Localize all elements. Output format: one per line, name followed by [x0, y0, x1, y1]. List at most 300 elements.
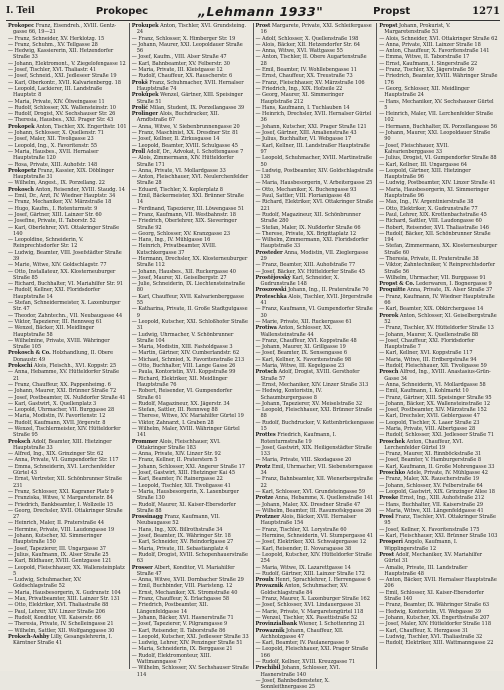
entry-details: — Rudolf, Kellner, XXI. Floridsdorfer Hauptstraße 14 — [8, 287, 101, 300]
entry-details: — Friedrich, Postbeamter, XII. Längenfeldgasse 14 — [131, 602, 209, 615]
directory-entry — [256, 476, 375, 489]
directory-entry — [132, 174, 251, 187]
entry-details: — Franz, Schuhm., XV. Tellgasse 28 — [8, 41, 98, 48]
entry-details: — Karl, Beamter, IV. Rainergasse 22 — [131, 476, 223, 483]
entry-details: — Maria, Witwe, XII. Längenfeldgasse 41 — [379, 507, 484, 514]
entry-details: — Franz, Chauffeur, XVI. Koppstraße 48 — [255, 337, 357, 344]
entry-details: Franz, Kaufmann, VII. Neubaugasse 52 — [136, 514, 220, 527]
entry-details: — Franz, Kaufmann, IV. Wiedner Hauptstraße 66 — [379, 293, 495, 307]
entry-details: — Leopold, Tischler, X. Laaer Straße 23 — [379, 419, 480, 426]
entry-surname: Proksch-Ashby — [8, 633, 50, 640]
entry-details: — Anton, Fleischhauer, XVI. Neulerchenfelder Straße 28 — [131, 174, 249, 187]
entry-details: — Franz, Schlosser, XXI. Kagraner Platz 9 — [8, 488, 114, 495]
directory-entry — [132, 388, 251, 401]
entry-details: — Emma, Witwe, II. Taborstraße 17 — [379, 54, 470, 61]
entry-details: — Viktor, Tapezierer, III. Rennweg 61 — [8, 318, 103, 325]
directory-entry — [8, 300, 127, 313]
entry-details: — Leopold, Schuhmacher, XVIII. Martinstraße 50 — [255, 155, 372, 168]
column-2 — [130, 23, 254, 678]
directory-entry — [256, 306, 375, 319]
entry-details: — Theresia, Private, II. Praterstraße 38 — [379, 255, 479, 262]
entry-details: — Ferdinand, Tapezierer, III. Löwengasse 51 — [131, 205, 245, 212]
entry-details: Adolf, Mechaniker, XV. Mariahilfer Gürtel 31 — [384, 551, 483, 565]
entry-surname: Provinzialbank — [255, 621, 298, 628]
directory-entry — [132, 243, 251, 256]
entry-details: — Josef, Kellner, X. Favoritenstraße 175 — [379, 526, 480, 533]
directory-entry — [256, 369, 375, 382]
entry-details: — Alois, Schneider, XVI. Ottakringer Straße 62 — [379, 35, 498, 42]
entry-details: Franz, Schuhmacher, XVII. Hernalser Hauptstraße 74 — [136, 79, 244, 92]
directory-entry — [256, 445, 375, 458]
entry-details: — Franz, Kaufmann, VI. Gumpendorfer Straße 30 — [255, 306, 373, 319]
directory-entry — [379, 369, 498, 382]
entry-details: — Hans, Buchhalter, VII. Kaiserstraße 29 — [379, 501, 483, 508]
entry-details: Albert, Konditor, VI. Mariahilfer Straße 47 — [136, 564, 235, 577]
entry-details: — Ernst, Mechaniker, XX. Stromstraße 40 — [131, 589, 238, 596]
entry-details: — Josef, Fleischhauer, XVII. Kalvarienberggasse 33 — [379, 142, 449, 155]
entry-details: — Josef, Tapezierer, III. Ungargasse 37 — [8, 545, 106, 552]
entry-details: — Hedwig, Kontoristin, VI. Webgasse 39 — [379, 608, 481, 615]
entry-details: Anna, Private, IX. Alser Straße 37 — [407, 287, 493, 294]
entry-details: — Maria, Private, VIII. Skodagasse 20 — [255, 457, 352, 464]
entry-details: — Wilhelmine, Private, XVIII. Währinger Straße 105 — [8, 337, 110, 351]
entry-details: Alois, Fleischh., XVI. Koppstr. 25 — [33, 363, 117, 370]
entry-details: — Josef, Bäcker, XV. Hütteldorfer Straße 45 — [255, 268, 365, 275]
entry-details: — Leopold, Kutscher, XIV. Hütteldorfer Straße 254 — [255, 551, 372, 565]
entry-details: — Marie, Witwe, XIV. Goldschlagstr. 77 — [8, 262, 107, 269]
entry-details: Alois, Bäcker, XVII. Hernalser Hauptstraße 154 — [260, 514, 357, 527]
entry-details: — Ludwig, Uhrmacher, V. Schönbrunner Straße 104 — [131, 331, 234, 344]
entry-details: — Anna, Private, VI. Mollardgasse 33 — [131, 167, 226, 174]
entry-details: — Maria, Schneiderin, IX. Berggasse 21 — [131, 646, 233, 653]
directory-entry — [132, 502, 251, 515]
entry-details: Friedrich, Kaufmann, I. Rotenturmstraße 19 — [260, 432, 337, 445]
entry-details: — Rudolf, Elektromonteur, XIII. Wattmanngasse 7 — [131, 652, 212, 665]
directory-entry — [256, 250, 375, 263]
entry-surname: Prost — [379, 551, 394, 558]
directory-entry — [256, 275, 375, 288]
entry-details: — Maria, Private, XIV. Ölweingasse 11 — [8, 98, 105, 105]
entry-details: — Anton, Bäcker, XVII. Hernalser Hauptstraße 206 — [379, 577, 497, 590]
entry-details: — Julius, Drogist, VI. Gumpendorfer Straße 88 — [379, 155, 497, 162]
entry-details: — Wenzel, Bäcker, XII. Meidlinger Hauptstraße 58 — [8, 325, 95, 338]
entry-details: Karl, Schneider, X. Gudrunstraße 148 — [260, 274, 339, 288]
entry-details: — Theodor, Zahntechn., VII. Neubaugasse 44 — [8, 312, 123, 319]
entry-details: — Julius, Buchhalter, VI. Webgasse 17 — [255, 136, 352, 143]
entry-surname: Prost — [255, 23, 271, 29]
entry-details: Anton, Reisender, XVIII. Staudg. 14 — [35, 186, 125, 193]
entry-details: — Josef, Tischler, XVI. Thaliastr. 41 — [8, 67, 97, 74]
entry-surname: Proschek — [379, 438, 405, 445]
directory-entry — [8, 577, 127, 590]
entry-details: — Hugo, Kaufm., I. Rotenturmstr. 9 — [8, 205, 98, 212]
directory-columns — [6, 23, 500, 690]
directory-entry — [8, 225, 127, 238]
entry-details: — Max, Privatbeamter, XIII. Lainzer Str. 131 — [8, 596, 120, 603]
entry-details: — Maria, Witwe, IX. Lazarettgasse 14 — [255, 564, 351, 571]
entry-details: — Paul, Lehrer, XIV. Linzer Straße 206 — [8, 608, 105, 615]
entry-details: — Johann, Kutscher, XX. Engerthstraße 207 — [379, 614, 490, 621]
entry-details: — Franz, Tischler, XV. Hütteldorfer Straße 13 — [379, 325, 494, 332]
directory-entry — [132, 602, 251, 615]
entry-details: — Karl, Bildhauer, XVIII. Gentzgasse 121 — [8, 558, 112, 565]
directory-entry — [8, 86, 127, 99]
entry-details: — Emil, Kaufmann, I. Kohlmarkt 10 — [379, 388, 469, 395]
entry-details: Wiener, I. Schottenring 21 — [298, 621, 365, 628]
entry-details: — Hedwig, Kassiererin, XII. Hetzendorfer Straße 33 — [8, 48, 114, 61]
entry-details: — Leopold, Uhrmacher, VII. Burggasse 28 — [8, 407, 115, 414]
entry-details: — Anton, Tischler, II. Obere Augartenstraße 28 — [255, 54, 367, 67]
entry-details: Johann, Chauffeur, XII. Aichholzgasse 47 — [260, 627, 344, 640]
entry-details: — Maria, Hausbesorgerin, X. Laxenburger Straße 130 — [131, 488, 239, 502]
entry-details: — Johann, Kutscher, XXI. Prager Straße 121 — [255, 123, 367, 130]
entry-surname: Prommer — [131, 438, 158, 445]
entry-details: — Rudolf, Schlosser, XX. Wallensteinstr. 10 — [8, 104, 116, 111]
entry-details: — Karl, Kellner, III. Ungargasse 64 — [379, 161, 468, 168]
entry-details: — Ernst, Vertreter, XII. Schönbrunner Straße 231 — [8, 476, 122, 489]
entry-surname: Protz — [255, 463, 271, 470]
entry-details: Franz, Kassier, XIX. Döblinger Hauptstraße 31 — [13, 167, 114, 181]
entry-surname: Provaznik — [255, 583, 284, 590]
entry-details: — Richard, Sattler, VIII. Laudongasse 60 — [379, 218, 482, 225]
entry-details: — Ludwig, Tischler, XVI. Thaliastraße 32 — [379, 633, 483, 640]
entry-surname: Prokosch & Co. — [8, 350, 51, 357]
entry-details: — Anna, Private, XIII. Lainzer Straße 18 — [379, 41, 481, 48]
entry-details: — Johann, Maurer, XI. Grillgasse 19 — [255, 344, 346, 351]
entry-details: — Paul, Sattler, VIII. Florianigasse 48 — [255, 193, 350, 200]
entry-details: Alois, Fleischhauer, XVI. Ottakringer Straße 183 — [136, 438, 221, 451]
directory-entry — [256, 111, 375, 124]
entry-details: — Josef, Gastwirt, XIII. Hietzinger Kai 45 — [131, 470, 236, 477]
entry-details: Alfred, Ing., XVIII. Anastasius-Grün-Gasse 34 — [384, 369, 491, 382]
entry-surname: Prossinagg — [131, 514, 163, 521]
entry-details: — Otto, Mechaniker, X. Buchengasse 93 — [255, 186, 357, 193]
directory-entry — [132, 439, 251, 452]
entry-details: Anton, Schlosser, XI. Geiselbergstraße 52 — [384, 312, 497, 325]
directory-entry — [256, 92, 375, 105]
entry-details: — Otto, Buchhalter, VIII. Lange Gasse 26 — [131, 363, 236, 370]
entry-details: — Ludwig, Postbeamter, XIV. Goldschlagstraße 138 — [255, 167, 374, 181]
entry-details: — Karl, Chauffeur, XVII. Kalvarienberggasse 55 — [131, 293, 244, 307]
entry-details: — Martin, Gärtner, XIV. Cumberlandstr. 62 — [131, 350, 240, 357]
entry-details: — Rudolf, Fleischhauer, XII. Tivoligasse 59 — [379, 363, 487, 370]
directory-entry — [8, 237, 127, 250]
entry-details: Anton, Schuhmacher, XV. Goldschlagstraße 84 — [260, 583, 348, 596]
entry-details: — Rudolf, Buchdrucker, V. Kettenbrückengasse 15 — [255, 419, 374, 432]
entry-details: Franz, Tischler, XVI. Ottakringer Straße 95 — [384, 514, 496, 527]
entry-details: Angelo, Kaufmann, I. Wipplingerstraße 12 — [384, 539, 458, 552]
directory-entry — [8, 350, 127, 363]
entry-details: — Karl, Kaufmann, II. Große Mohrengasse 33 — [379, 463, 495, 470]
entry-details: — Rudolf, Magazineur, XII. Schönbrunner Straße 280 — [255, 211, 361, 225]
entry-surname: Prokopek — [8, 123, 35, 130]
entry-details: — Theresia, Hausbes., XXI. Prager Str. 43 — [8, 117, 114, 124]
entry-details: — Maria, Hausbesorgerin, V. Arbeitergasse 25 — [255, 180, 373, 187]
entry-details: — Stefan, Zimmermann, XX. Klosterneuburger Straße 60 — [379, 243, 498, 256]
entry-details: — Karl, Reisender, II. Taborstraße 86 — [131, 627, 226, 634]
entry-details: — Rudolf, Elektriker, XIII. Wattmanngasse 22 — [379, 640, 494, 647]
directory-entry — [379, 552, 498, 565]
entry-details: — Karl, Oberkontr., XVII. Kalvarienbergg. 18 — [8, 79, 121, 86]
entry-details: — Josef, Beamter, IX. Sensengasse 6 — [255, 350, 348, 357]
entry-details: — Josef, Gastwirt, XIX. Heiligenstädter Straße 133 — [255, 444, 372, 458]
entry-details: — Georg, Maurer, XI. Simmeringer Hauptstraße 212 — [255, 92, 344, 105]
entry-details: — Franz, Schlosser, X. Himberger Str. 19 — [131, 35, 236, 42]
entry-details: — Ludwig, Beamter, VIII. Josefstädter Straße 39 — [8, 249, 122, 262]
entry-details: — Franz, Kellner, II. Praterstern 5 — [131, 457, 218, 464]
entry-details: — Friedrich, Ing., XIX. Hofzeile 22 — [255, 85, 343, 92]
last-entry-word: Propst — [373, 5, 411, 17]
entry-details: — Rudolf, Gärtner, XIII. Lainzer Straße 172 — [255, 570, 365, 577]
entry-surname: Prosl — [379, 514, 394, 521]
entry-details: — Richard, Buchhalter, VI. Mariahilfer Str. 91 — [8, 281, 124, 288]
entry-details: — Johann, Bäcker, XX. Wallensteinstraße 12 — [379, 400, 490, 407]
entry-details: — Stefan, Sattler, III. Rennweg 88 — [131, 407, 218, 414]
entry-details: — Leopold, Tischler, XII. Tivoligasse 41 — [131, 482, 231, 489]
directory-entry — [379, 99, 498, 112]
page-header — [6, 2, 500, 21]
entry-details: — Rudolf, Bäcker, XII. Schönbrunner Straße 194 — [379, 230, 491, 244]
directory-entry — [379, 187, 498, 200]
entry-details: — Hans, Mechaniker, XV. Sechshauser Gürtel 5 — [379, 98, 494, 111]
entry-details: — Josef, Postbeamter, IX. Nußdorfer Straße 41 — [8, 394, 126, 401]
column-3 — [254, 23, 378, 690]
entry-details: — Johann, Tapezierer, XV. Meiselstraße 32 — [255, 400, 363, 407]
entry-surname: Prosperi — [379, 539, 403, 546]
entry-details: — Maria, Hausbesorgerin, X. Gudrunstr. 104 — [8, 589, 121, 596]
directory-entry — [256, 23, 375, 36]
entry-surname: Prschibil — [255, 665, 281, 672]
entry-surname: Proteschka — [255, 293, 287, 300]
page-number: 1271 — [472, 5, 500, 17]
entry-details: Lederwaren, I. Bognergasse 9 — [415, 281, 492, 288]
entry-details: — Anton, Chauffeur, X. Favoritenstraße 141 — [379, 48, 490, 55]
entry-details: — Franz, Schneider, XV. Herklotzg. 15 — [8, 35, 105, 42]
directory-entry — [8, 338, 127, 351]
entry-details: — Johann, Hausbes., XII. Ruckergasse 40 — [131, 268, 236, 275]
directory-entry — [132, 281, 251, 294]
entry-details: — Heinrich, Maler, II. Praterstraße 44 — [8, 520, 105, 527]
entry-details: — Hans, Ing., IV. Mühlgasse 16 — [131, 237, 211, 244]
entry-surname: Prokůpek — [131, 92, 159, 99]
entry-surname: Prorok — [379, 312, 399, 319]
entry-details: — Franz, Beamter, XIII. Auhofstraße 77 — [255, 262, 356, 269]
entry-details: — Josefine, Private, II. Taborstr. 52 — [8, 218, 96, 225]
entry-details: — Ernst, Mechaniker, XIV. Linzer Straße 313 — [255, 381, 369, 388]
entry-details: — Anna, Witwe, V. Siebenbrunnengasse 20 — [131, 123, 240, 130]
directory-entry — [8, 168, 127, 181]
entry-details: — Johann, Schlosser, XXI. Angerer Straße 17 — [131, 463, 245, 470]
directory-entry — [379, 130, 498, 143]
directory-entry — [379, 439, 498, 452]
entry-details: — Maria, Private, III. Kleistgasse 12 — [131, 67, 223, 74]
entry-surname: Proquitte — [379, 287, 406, 294]
entry-details: — Rudolf, Konditor, VII. Kaiserstr. 66 — [8, 614, 101, 621]
directory-entry — [8, 149, 127, 162]
directory-entry — [379, 111, 498, 124]
entry-surname: Prokš — [131, 79, 148, 86]
entry-details: Adolf, Dr., Advokat, I. Schottengasse 7 — [146, 148, 244, 155]
entry-surname: Proll — [131, 148, 146, 155]
directory-entry — [256, 646, 375, 659]
entry-details: — Anna, Witwe, XVI. Wattgasse 55 — [255, 48, 343, 55]
entry-details: — Emil, Beamter, IV. Wohllebengasse 11 — [255, 67, 357, 74]
entry-surname: Protiwa — [255, 325, 277, 332]
entry-details: — Franz, Chauffeur, XX. Pappenheimg. 6 — [8, 381, 111, 388]
entry-details: Wenzel, Gärtner, XIII. Speisinger Straße 51 — [136, 92, 243, 105]
entry-details: Anna, Modistin, VII. Zieglergasse 29 — [260, 249, 369, 262]
entry-details: — Wilhelm, Maler, XVIII. Währinger Gürtel 141 — [131, 426, 240, 439]
entry-details: — Richard, Elektriker, XVI. Ottakringer Straße 221 — [255, 199, 374, 212]
column-4 — [377, 23, 500, 669]
entry-details: — Franz, Maschinist, XX. Dresdner Str. 81 — [131, 130, 239, 137]
entry-details: — Franz, Chauffeur, X. Erlachgasse 58 — [131, 596, 230, 603]
entry-details: — Maria, Hausbes., XVII. Hernalser Hauptstraße 120 — [8, 148, 99, 162]
entry-details: — Adolf, Schlosser, X. Quellenstraße 198 — [255, 35, 359, 42]
entry-details: — Hans, Kaufmann, I. Tuchlauben 14 — [255, 104, 350, 111]
directory-entry — [379, 73, 498, 86]
entry-details: Anton, Chauffeur, XVI. Lerchenfelder Gürtel 19 — [384, 438, 464, 451]
directory-entry — [132, 565, 251, 578]
directory-entry — [256, 388, 375, 401]
entry-surname: Proschko — [379, 470, 406, 477]
entry-details: — Karl, Fleischhauer, XXI. Brünner Straße 103 — [379, 533, 498, 540]
directory-entry — [132, 80, 251, 93]
directory-entry — [256, 420, 375, 433]
entry-details: — Marie, Private, XII. Ruckergasse 61 — [255, 318, 352, 325]
entry-details: Holzhandlung, II. Obere Donaustr. 49 — [13, 350, 114, 363]
entry-surname: Prolinger — [131, 111, 159, 118]
entry-details: — Franz, Maurer, X. Laxenburger Straße 162 — [255, 596, 370, 603]
entry-surname: Prokschi — [8, 363, 33, 370]
entry-surname: Protzner — [255, 514, 280, 521]
entry-details: — Georg, Schlosser, XII. Meidlinger Hauptstraße 24 — [379, 85, 470, 99]
entry-details: — Anna, Hebamme, XV. Hütteldorfer Straße 21 — [8, 369, 120, 382]
entry-details: — Johann, Maler, XX. Dresdner Straße 47 — [255, 501, 361, 508]
entry-details: — Johann, Bäcker, XVI. Hasnerstraße 71 — [131, 614, 234, 621]
entry-details: Anton, Tischler, XVI. Grundsteing. 24 — [136, 23, 247, 36]
entry-details: — Therese, Private, XX. Brigittaplatz 12 — [255, 230, 357, 237]
entry-details: — Wilhelm, Zimmermann, XXI. Floridsdorfer Hauptstraße 33 — [255, 237, 369, 250]
entry-details: — Franz, Kaufmann, VII. Westbahnstr. 18 — [131, 211, 236, 218]
directory-entry — [8, 476, 127, 489]
directory-entry — [379, 86, 498, 99]
directory-entry — [132, 23, 251, 36]
entry-details: — Wenzel, Tischler, XX. Pasettistraße 52 — [255, 614, 358, 621]
directory-entry — [379, 514, 498, 527]
directory-entry — [256, 678, 375, 690]
entry-surname: Prottes — [255, 432, 276, 439]
directory-entry — [132, 489, 251, 502]
directory-entry — [379, 168, 498, 181]
entry-details: — Maria, Private, III. Sebastianplatz 4 — [131, 545, 229, 552]
entry-details: — Rudolf, Magazineur, XX. Jägerstr. 34 — [131, 400, 230, 407]
entry-details: — Julie, Schneiderin, IX. Liechtensteinstraße 80 — [131, 281, 245, 294]
entry-details: — Paul, Lehrer, XIX. Krottenbachstraße 45 — [379, 211, 487, 218]
entry-details: — Franz, Gärtner, XIII. Speisinger Straße 95 — [379, 394, 492, 401]
directory-entry — [256, 628, 375, 641]
entry-details: — Richard, Elektriker, XII. Meidlinger Hauptstraße 76 — [131, 375, 228, 388]
entry-surname: Proulx — [255, 577, 274, 584]
directory-entry — [8, 48, 127, 61]
entry-details: — Rudolf, Schlosser, XXI. Jedleseer Straße 71 — [379, 432, 495, 439]
entry-details: — Wenzel, Tischlermeister, XIV. Hütteldorfer Straße 95 — [8, 426, 121, 439]
directory-entry — [8, 533, 127, 546]
entry-details: — Josef, Tapezierer, V. Pilgramgasse 9 — [131, 621, 228, 628]
entry-details: Lilly, Gesangslehrerin, I. Kärntner Straße 41 — [13, 633, 113, 647]
directory-entry — [379, 143, 498, 156]
directory-entry — [132, 319, 251, 332]
directory-entry — [379, 262, 498, 275]
directory-entry — [379, 640, 498, 646]
entry-details: — Johann, Maurer, XXI. Leopoldauer Straße 90 — [379, 130, 491, 143]
directory-entry — [8, 426, 127, 439]
entry-details: — Franz, Mechaniker, XV. Märzstraße 18 — [8, 199, 112, 206]
entry-details: — Alois, Zimmermann, XIV. Hütteldorfer Straße 171 — [131, 155, 234, 168]
entry-details: — Anna, Schneiderin, VI. Mollardgasse 58 — [379, 381, 486, 388]
entry-details: — Heinrich, Drechsler, XVII. Hernalser Gürtel 36 — [255, 111, 372, 124]
entry-details: — Emil, Schlosser, XI. Kaiser-Ebersdorfer Straße 140 — [379, 589, 484, 603]
entry-details: Milan, Student, IX. Porzellangasse 39 — [149, 104, 245, 111]
entry-surname: Prosteder — [255, 249, 283, 256]
entry-details: — Karl, Beamter, IV. Paulanergasse 9 — [255, 640, 349, 647]
part-label: I. Teil — [6, 6, 35, 16]
entry-details: — Friedrich, Oberlehrer, XIX. Sieveringer Straße 92 — [131, 218, 237, 231]
directory-entry — [8, 325, 127, 338]
entry-details: — Josef, Maurer, XI. Geiselbergstr. 27 — [131, 274, 227, 281]
entry-details: — Ernst, Kaufmann, I. Singerstraße 22 — [379, 60, 478, 67]
entry-details: — Emil, Bäckermeister, XXI. Brünner Straße 14 — [131, 193, 244, 206]
entry-details: — Michael, Schmied, X. Favoritenstraße 213 — [131, 356, 245, 363]
entry-details: — Emil, Buchbinder, VIII. Piaristeng. 12 — [131, 583, 233, 590]
directory-entry — [8, 23, 127, 36]
directory-entry — [256, 464, 375, 477]
entry-details: — Franz, Tischler, XI. Lorystraße 60 — [255, 526, 347, 533]
directory-entry — [8, 565, 127, 578]
directory-entry — [8, 508, 127, 521]
entry-surname: Proske — [379, 495, 399, 502]
directory-entry — [379, 23, 498, 36]
directory-entry — [8, 634, 127, 647]
entry-surname: Proszowski — [255, 287, 287, 294]
directory-entry — [379, 231, 498, 244]
entry-details: Adele, Private, IV. Mühlgasse 42 — [406, 470, 488, 477]
entry-details: — Karl, Reisender, II. Novaragasse 38 — [255, 545, 352, 552]
entry-details: Adolf, Drogist, XVIII. Gersthofer Straße 57 — [260, 369, 360, 382]
entry-details: — Alois, Bäcker, XII. Hetzendorfer Str. 64 — [255, 41, 361, 48]
entry-details: Anna, Hebamme, X. Quellenstraße 141 — [275, 495, 374, 502]
entry-details: — Stefan, Maler, IX. Nußdorfer Straße 66 — [255, 224, 361, 231]
entry-details: — Otto, Elektriker, X. Gudrunstraße 77 — [379, 205, 478, 212]
entry-details: Johann, Prokurist, V. Margaretenstraße 53 — [384, 23, 451, 36]
directory-entry — [379, 243, 498, 256]
entry-details: — Friedrich, Bankbeamter, I. Wollzeile 15 — [8, 501, 113, 508]
directory-entry — [256, 199, 375, 212]
entry-details: — Stefan, Schneidermeister, X. Laxenburger Str. 47 — [8, 300, 121, 313]
entry-details: — Anna, Private, XIV. Linzer Str. 92 — [131, 451, 221, 458]
entry-details: — Johann, Elektromont., V. Ziegelofengasse 12 — [8, 60, 126, 67]
entry-details: — Josef, Gärtner, XIII. Amalienstraße 43 — [255, 130, 357, 137]
entry-details: — Alfred, Ing., XIX. Grinzinger Str. 62 — [8, 451, 104, 458]
entry-details: — Josef, Chauffeur, XXI. Floridsdorfer Hauptstraße 7 — [379, 337, 475, 351]
entry-details: — Josef, Schlosser, XVI. Lindauergasse 31 — [255, 602, 362, 609]
entry-details: — Franz, Bahnbeamter, XII. Wienerbergstraße 22 — [255, 476, 373, 489]
directory-entry — [256, 583, 375, 596]
entry-details: — Wilhelm, Sattler, XII. Wolfganggasse 30 — [8, 627, 115, 634]
directory-entry — [256, 432, 375, 445]
entry-details: — Johann, Maurer, XXI. Brünner Straße 72 — [8, 388, 117, 395]
directory-entry — [256, 168, 375, 181]
